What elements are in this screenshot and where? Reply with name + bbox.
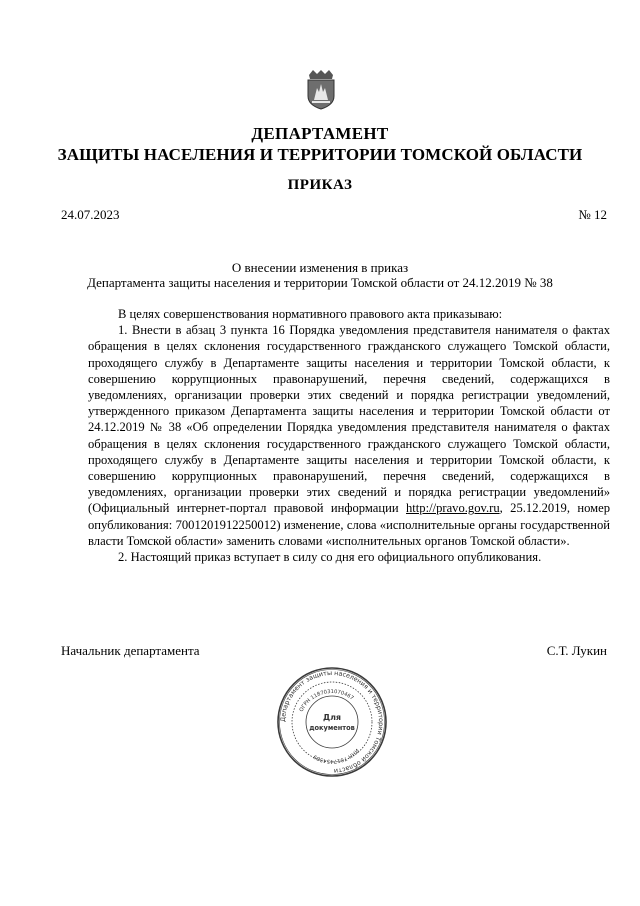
- signatory-title: Начальник департамента: [61, 643, 200, 658]
- signatory-name: С.Т. Лукин: [546, 643, 607, 658]
- document-body: [88, 306, 610, 565]
- svg-text:ОГРН 1187031070467: [299, 689, 355, 713]
- stamp-center-line-1: Для: [322, 713, 342, 722]
- department-title: ДЕПАРТАМЕНТ: [251, 124, 389, 143]
- item-1-text-cont: , 25.12.2019, номер опубликования: 7001201912250012) изменение, слова «исполнительные органы государственной власти Томской области» заменить словами «исполнительных органов Томской области».: [88, 501, 611, 548]
- stamp-center-line-2: документов: [309, 724, 355, 732]
- document-number: № 12: [578, 207, 607, 222]
- item-2-paragraph: 2. Настоящий приказ вступает в силу со дня его официального опубликования.: [118, 550, 542, 565]
- intro-paragraph: В целях совершенствования нормативного правового акта приказываю:: [118, 307, 503, 321]
- official-stamp: [276, 666, 388, 778]
- department-subtitle: ЗАЩИТЫ НАСЕЛЕНИЯ И ТЕРРИТОРИИ ТОМСКОЙ ОБЛАСТИ: [57, 145, 583, 164]
- stamp-ogrn: ОГРН 1187031070467: [298, 688, 355, 713]
- document-date: 24.07.2023: [61, 207, 120, 222]
- stamp-inn: ИНН 7017454389: [312, 747, 360, 765]
- item-1-paragraph: [88, 322, 610, 549]
- stamp-outer-text: Департамент защиты населения и территории Томской области: [278, 668, 386, 776]
- coat-of-arms-icon: [305, 70, 337, 110]
- pravo-link[interactable]: http://pravo.gov.ru: [406, 501, 500, 516]
- svg-text:ИНН 7017454389: [313, 747, 360, 764]
- subject-line-2: Департамента защиты населения и территории Томской области от 24.12.2019 № 38: [87, 275, 553, 290]
- subject-line-1: О внесении изменения в приказ: [231, 260, 409, 275]
- item-1-text: 1. Внести в абзац 3 пункта 16 Порядка уведомления представителя нанимателя о фактах обращения в целях склонения государственного гражданского служащего Томской области, проходящего службу в Департаменте защиты населения и территории Томской области, к совершению коррупционных правонарушений, перечня сведений, содержащихся в уведомлениях, организации проверки этих сведений и порядка регистрации уведомлений, утвержденного приказом Департамента защиты населения и территории Томской области от 24.12.2019 № 38 «Об определении Порядка уведомления представителя нанимателя о фактах обращения в целях склонения государственного гражданского служащего Томской области, проходящего службу в Департаменте защиты населения и территории Томской области, к совершению коррупционных правонарушений, перечня сведений, содержащихся в уведомлениях, организации проверки этих сведений и порядка регистрации уведомлений» (Официальный интернет-портал правовой информации: [88, 323, 610, 516]
- document-type: ПРИКАЗ: [287, 177, 353, 193]
